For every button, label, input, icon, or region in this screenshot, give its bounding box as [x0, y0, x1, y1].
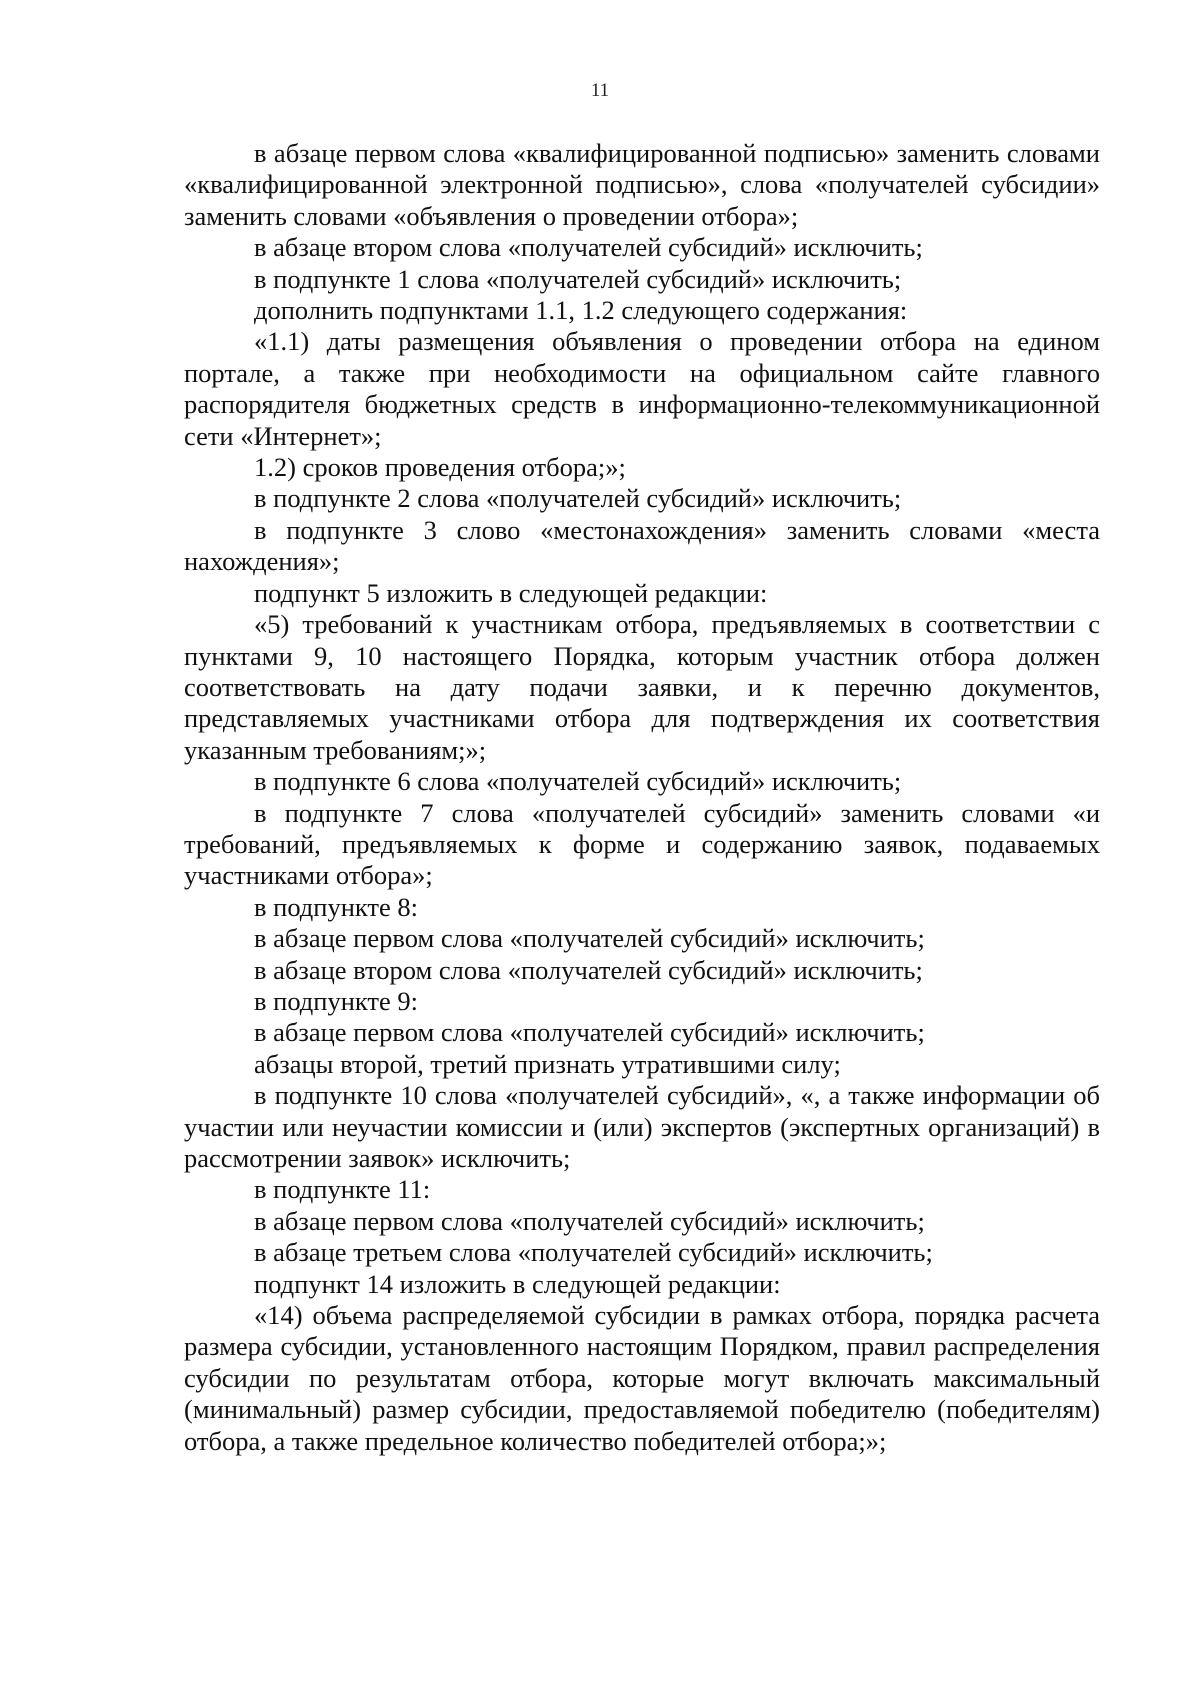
- paragraph: «14) объема распределяемой субсидии в рамках отбора, порядка расчета размера субсидии, установленного настоящим Порядком, правил распределения субсидии по результатам отбора, которые могут включать максимальный (минимальный) размер субсидии, предоставляемой победителю (победителям) отбора, а также предельное количество победителей отбора;»;: [184, 1300, 1100, 1456]
- paragraph: в подпункте 8:: [254, 891, 419, 922]
- paragraph: в подпункте 11:: [254, 1174, 431, 1205]
- paragraph: в абзаце первом слова «получателей субсидий» исключить;: [254, 1205, 925, 1236]
- page-number: 11: [590, 80, 610, 101]
- paragraph: дополнить подпунктами 1.1, 1.2 следующего содержания:: [254, 295, 908, 326]
- paragraph: в абзаце первом слова «квалифицированной подписью» заменить словами «квалифицированной электронной подписью», слова «получателей субсидии» заменить словами «объявления о проведении отбора»;: [184, 138, 1100, 231]
- paragraph: подпункт 5 изложить в следующей редакции:: [254, 577, 768, 608]
- paragraph: абзацы второй, третий признать утратившими силу;: [254, 1048, 841, 1079]
- paragraph: в абзаце втором слова «получателей субсидий» исключить;: [254, 954, 923, 985]
- paragraph: «5) требований к участникам отбора, предъявляемых в соответствии с пунктами 9, 10 настоящего Порядка, которым участник отбора должен соответствовать на дату подачи заявки, и к перечню документов, представляемых участниками отбора для подтверждения их соответствия указанным требованиям;»;: [184, 609, 1100, 765]
- paragraph: в абзаце первом слова «получателей субсидий» исключить;: [254, 923, 925, 954]
- paragraph: в подпункте 9:: [254, 985, 419, 1016]
- paragraph: в абзаце третьем слова «получателей субсидий» исключить;: [254, 1237, 933, 1268]
- paragraph: 1.2) сроков проведения отбора;»;: [254, 452, 626, 483]
- paragraph: «1.1) даты размещения объявления о проведении отбора на едином портале, а также при необходимости на официальном сайте главного распорядителя бюджетных средств в информационно-телекоммуникационной сети «Интернет»;: [184, 326, 1100, 451]
- paragraph: в подпункте 7 слова «получателей субсидий» заменить словами «и требований, предъявляемых к форме и содержанию заявок, подаваемых участниками отбора»;: [184, 797, 1100, 891]
- paragraph: в подпункте 1 слова «получателей субсидий» исключить;: [254, 263, 902, 294]
- paragraph: в подпункте 10 слова «получателей субсидий», «, а также информации об участии или неучастии комиссии и (или) экспертов (экспертных организаций) в рассмотрении заявок» исключить;: [184, 1080, 1100, 1173]
- paragraph: в подпункте 2 слова «получателей субсидий» исключить;: [254, 483, 902, 514]
- paragraph: в подпункте 3 слово «местонахождения» заменить словами «места нахождения»;: [184, 514, 1100, 577]
- paragraph: в абзаце первом слова «получателей субсидий» исключить;: [254, 1017, 925, 1048]
- paragraph: в абзаце втором слова «получателей субсидий» исключить;: [254, 232, 923, 263]
- document-text: [184, 138, 1100, 1457]
- paragraph: подпункт 14 изложить в следующей редакции:: [254, 1268, 781, 1299]
- paragraph: в подпункте 6 слова «получателей субсидий» исключить;: [254, 766, 902, 797]
